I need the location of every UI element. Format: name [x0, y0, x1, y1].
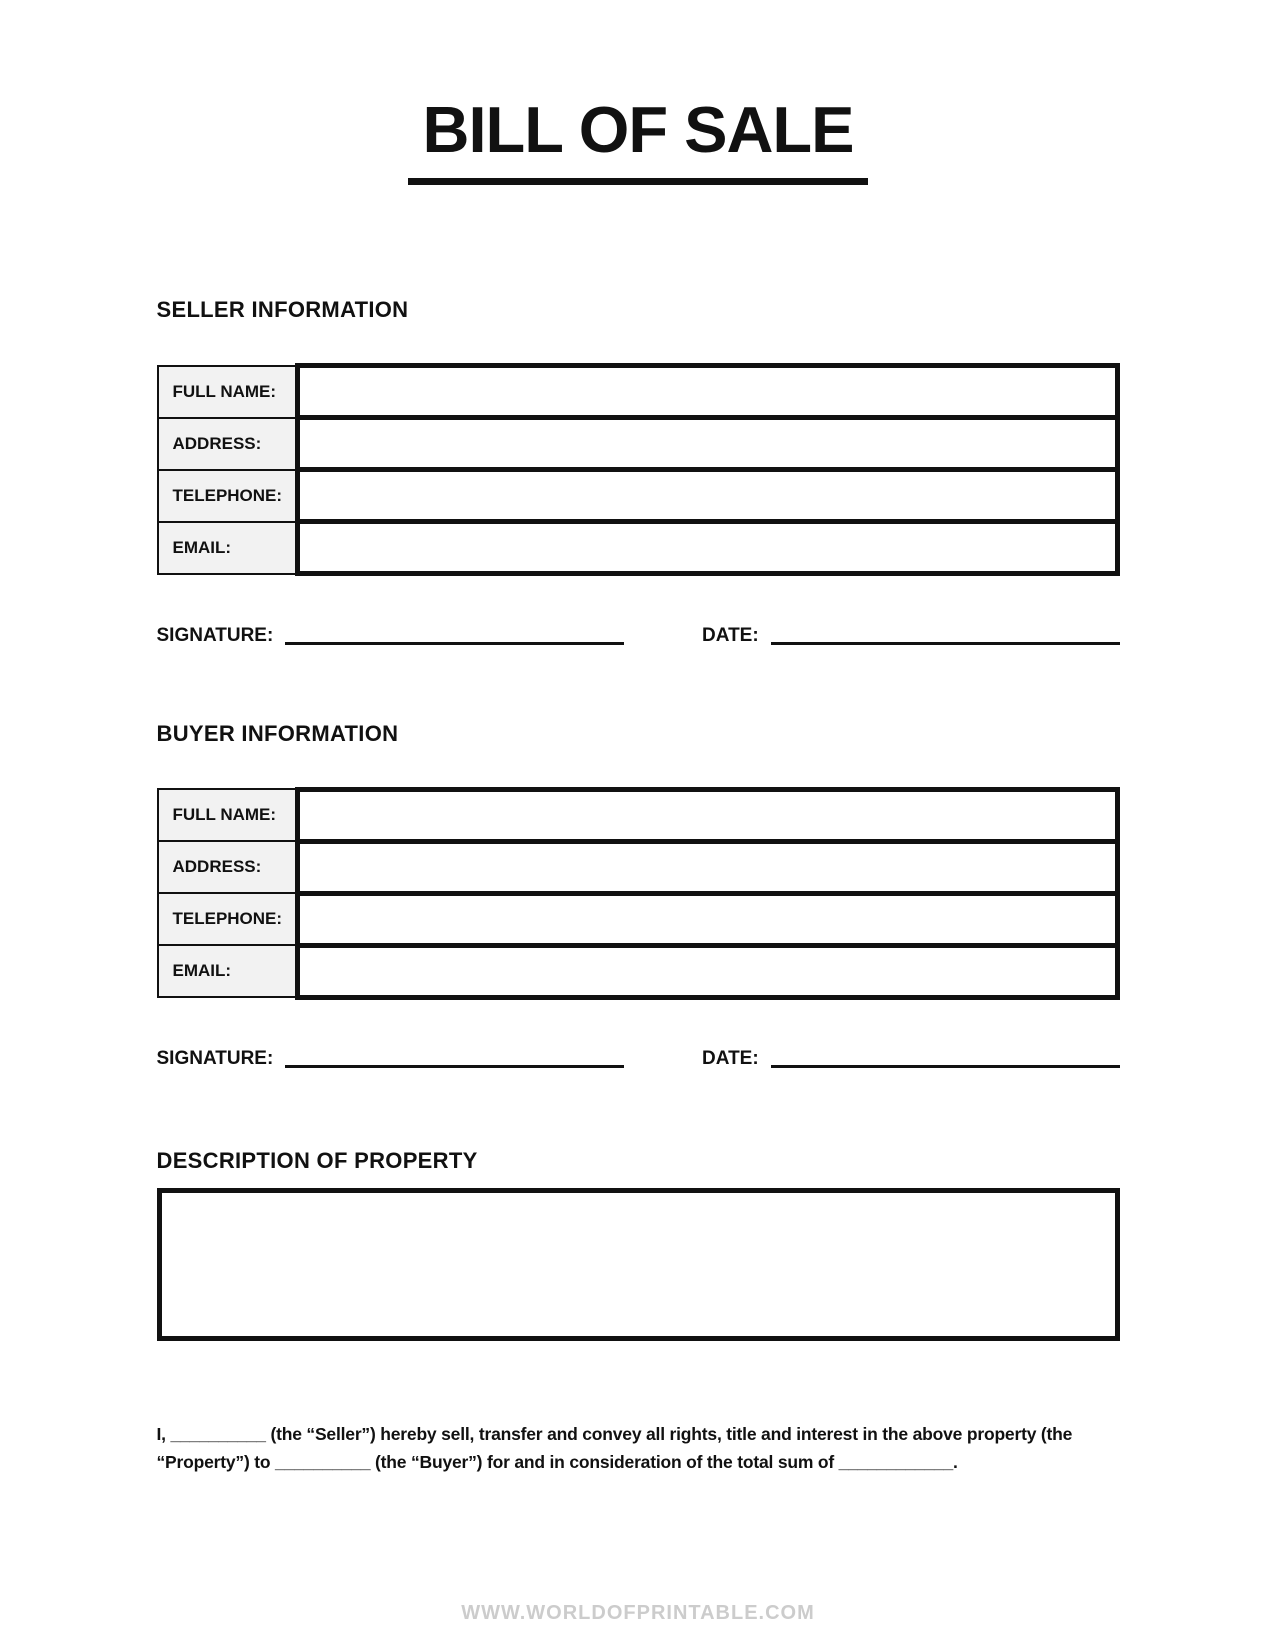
buyer-info-table [157, 787, 1120, 1000]
seller-signature-label: SIGNATURE: [156, 624, 274, 646]
buyer-signature-row [157, 1048, 1120, 1069]
buyer-date-label: DATE: [702, 1048, 759, 1070]
seller-signature-input[interactable] [285, 624, 624, 645]
table-row [158, 789, 1118, 841]
terms-paragraph: I, __________ (the “Seller”) hereby sell, transfer and convey all rights, title and interest in the above property (the “Property”) to __________ (the “Buyer”) for and in consideration of the total sum of ____________. [156, 1424, 1073, 1472]
seller-signature-group [157, 624, 625, 645]
seller-section [157, 297, 1120, 645]
table-row [158, 522, 1118, 574]
buyer-section-heading: BUYER INFORMATION [156, 720, 399, 746]
buyer-full-name-label: FULL NAME: [158, 789, 298, 841]
buyer-date-group [702, 1048, 1119, 1069]
buyer-email-label: EMAIL: [158, 945, 298, 997]
seller-email-input[interactable] [297, 522, 1117, 574]
page-title: BILL OF SALE [422, 93, 854, 166]
buyer-full-name-input[interactable] [297, 789, 1117, 841]
seller-address-input[interactable] [297, 418, 1117, 470]
table-row [158, 366, 1118, 418]
buyer-email-input[interactable] [297, 945, 1117, 997]
seller-full-name-input[interactable] [297, 366, 1117, 418]
buyer-address-input[interactable] [297, 841, 1117, 893]
table-row [158, 893, 1118, 945]
property-description-input[interactable] [157, 1188, 1120, 1341]
document-header [157, 93, 1120, 185]
title-underline [408, 178, 868, 185]
table-row [158, 841, 1118, 893]
seller-section-heading: SELLER INFORMATION [156, 297, 409, 323]
seller-signature-row [157, 624, 1120, 645]
buyer-address-label: ADDRESS: [158, 841, 298, 893]
table-row [158, 418, 1118, 470]
buyer-signature-group [157, 1048, 625, 1069]
document-footer [0, 1602, 1276, 1651]
footer-url: WWW.WORLDOFPRINTABLE.COM [461, 1602, 815, 1624]
seller-email-label: EMAIL: [158, 522, 298, 574]
seller-telephone-input[interactable] [297, 470, 1117, 522]
bill-of-sale-document [157, 0, 1120, 1476]
buyer-signature-label: SIGNATURE: [156, 1048, 274, 1070]
table-row [158, 470, 1118, 522]
seller-date-input[interactable] [771, 624, 1120, 645]
seller-full-name-label: FULL NAME: [158, 366, 298, 418]
buyer-telephone-input[interactable] [297, 893, 1117, 945]
buyer-date-input[interactable] [771, 1048, 1120, 1069]
table-row [158, 945, 1118, 997]
buyer-signature-input[interactable] [285, 1048, 624, 1069]
property-section-heading: DESCRIPTION OF PROPERTY [156, 1148, 478, 1174]
seller-date-label: DATE: [702, 624, 759, 646]
seller-telephone-label: TELEPHONE: [158, 470, 298, 522]
seller-date-group [702, 624, 1119, 645]
property-section [157, 1148, 1120, 1341]
buyer-telephone-label: TELEPHONE: [158, 893, 298, 945]
seller-address-label: ADDRESS: [158, 418, 298, 470]
seller-info-table [157, 363, 1120, 576]
buyer-section [157, 721, 1120, 1069]
